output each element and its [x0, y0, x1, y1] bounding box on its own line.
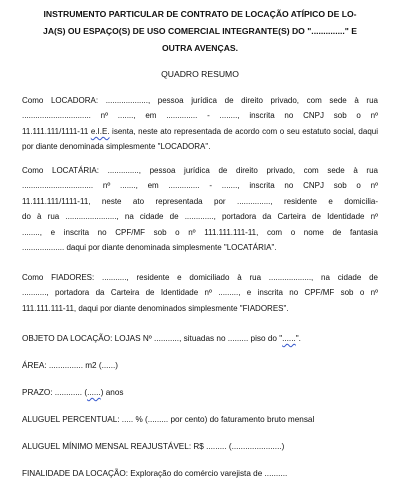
spellcheck-mark: ...... [87, 388, 101, 397]
section-heading: QUADRO RESUMO [161, 69, 239, 79]
area-field: ÁREA: ............... m2 (......) [22, 361, 118, 370]
locadora-line-1: Como LOCADORA: ..................., pessoa jurídica de direito privado, com sede à rua [22, 96, 378, 105]
prazo-field: PRAZO: ............ (......) anos [22, 388, 124, 397]
locataria-line-4: do à rua ......................., na cidade de ............., portadora da Carteira de Identidade nº [22, 212, 378, 222]
locadora-cnpj: 11.111.111/1111-11 [22, 126, 91, 136]
aluguel-minimo-field: ALUGUEL MÍNIMO MENSAL REAJUSTÁVEL: R$ ......... (......................) [22, 442, 285, 451]
locataria-line-2: ................................ nº ......., em .............. - ......., inscrita no CNPJ sob o nº [22, 181, 378, 191]
locadora-line-2: ............................... nº ......., em .............. - ........, inscrita no CNPJ sob o nº [22, 111, 378, 121]
title-line-3: OUTRA AVENÇAS. [161, 43, 239, 53]
spellcheck-mark: ...... [282, 334, 296, 343]
aluguel-percentual-field: ALUGUEL PERCENTUAL: ..... % (......... por cento) do faturamento bruto mensal [22, 415, 315, 424]
locadora-rest: isenta, neste ato representada de acordo com o seu estatuto social, daqui por diante denominada simplesmente "LOCADORA". [22, 126, 378, 152]
locataria-line-6: ................... daqui por diante denominada simplesmente "LOCATÁRIA". [22, 243, 277, 253]
title-line-2: JA(S) OU ESPAÇO(S) DE USO COMERCIAL INTEGRANTE(S) DO ".............." E [43, 26, 357, 36]
finalidade-field: FINALIDADE DA LOCAÇÃO: Exploração do comércio varejista de .......... [22, 469, 288, 478]
fiadores-line-2: ..........., portadora da Carteira de Identidade nº ........., e inscrita no CPF/MF sob o nº [22, 288, 378, 298]
locataria-line-1: Como LOCATÁRIA: .............., pessoa jurídica de direito privado, com sede à rua [22, 166, 378, 175]
locataria-line-5: ........, e inscrita no CPF/MF sob o nº 111.111.111-11, com o nome de fantasia [22, 227, 378, 237]
objeto-locacao: OBJETO DA LOCAÇÃO: LOJAS Nº ..........., situadas no ......... piso do "......". [22, 334, 301, 343]
fiadores-paragraph [22, 270, 378, 316]
title-line-1: INSTRUMENTO PARTICULAR DE CONTRATO DE LOCAÇÃO ATÍPICO DE LO- [43, 9, 357, 19]
fiadores-line-1: Como FIADORES: ..........., residente e domiciliado à rua ..................., na cidade de [22, 273, 378, 282]
spellcheck-mark: e.I.E. [90, 126, 110, 136]
fiadores-line-3: 111.111.111-11, daqui por diante denominados simplesmente "FIADORES". [22, 303, 289, 313]
document-title [18, 6, 382, 57]
locataria-paragraph [22, 163, 378, 255]
locadora-line-3 [22, 127, 378, 151]
locataria-line-3: 11.111.111/1111-11, neste ato representada por ..............., residente e domicilia- [22, 196, 378, 206]
locadora-paragraph [22, 93, 378, 155]
